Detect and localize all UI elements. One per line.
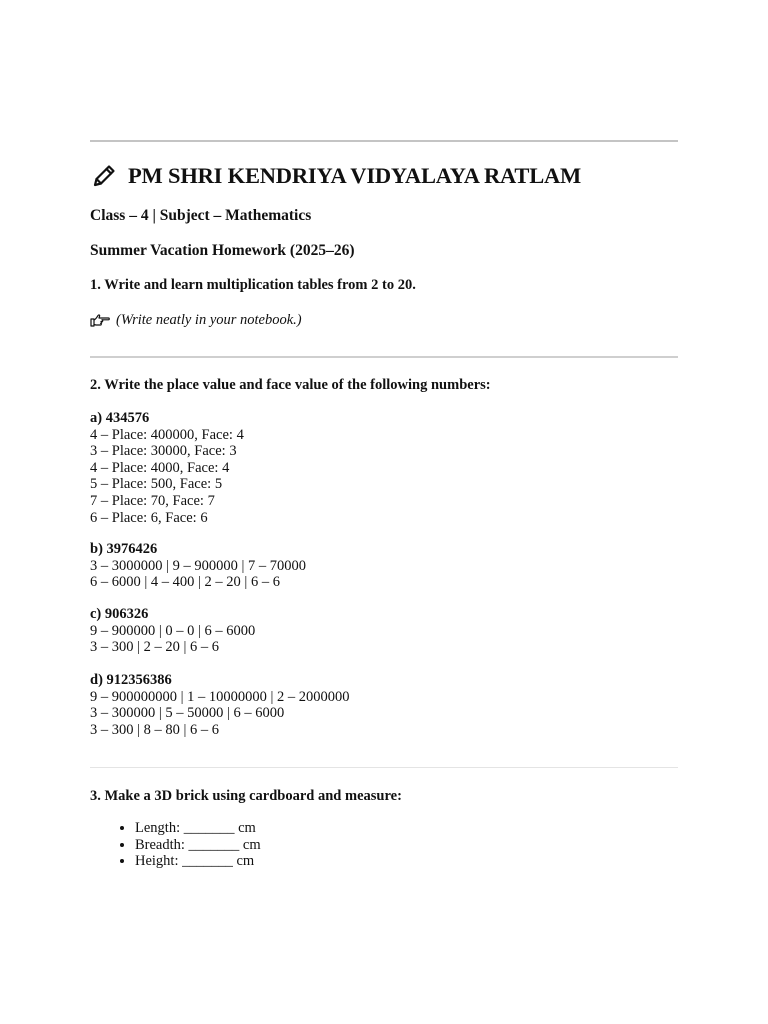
number-block-a xyxy=(90,410,244,526)
value-line: 3 – 300 | 2 – 20 | 6 – 6 xyxy=(90,639,220,656)
value-line: 9 – 900000000 | 1 – 10000000 | 2 – 2000000 xyxy=(90,688,350,705)
question-2: 2. Write the place value and face value of the following numbers: xyxy=(90,377,491,393)
school-heading xyxy=(90,162,581,190)
divider-bottom xyxy=(90,767,678,768)
value-line: 7 – Place: 70, Face: 7 xyxy=(90,492,215,509)
number-block-b xyxy=(90,541,306,591)
value-line: 6 – 6000 | 4 – 400 | 2 – 20 | 6 – 6 xyxy=(90,574,280,591)
page-title: PM SHRI KENDRIYA VIDYALAYA RATLAM xyxy=(128,163,582,188)
value-line: 3 – 300 | 8 – 80 | 6 – 6 xyxy=(90,721,220,738)
question-1-note xyxy=(90,311,302,329)
homework-title: Summer Vacation Homework (2025–26) xyxy=(90,242,355,259)
value-line: 9 – 900000 | 0 – 0 | 6 – 6000 xyxy=(90,622,256,639)
value-line: 4 – Place: 400000, Face: 4 xyxy=(90,426,244,443)
number-block-d xyxy=(90,672,350,738)
pointing-hand-icon xyxy=(90,313,110,327)
class-subject-line: Class – 4 | Subject – Mathematics xyxy=(90,207,312,224)
question-3: 3. Make a 3D brick using cardboard and measure: xyxy=(90,788,402,804)
number-label: d) 912356386 xyxy=(90,672,172,688)
note-text: (Write neatly in your notebook.) xyxy=(116,312,302,328)
divider-top xyxy=(90,140,678,142)
number-label: c) 906326 xyxy=(90,606,149,622)
question-1: 1. Write and learn multiplication tables from 2 to 20. xyxy=(90,277,416,293)
pencil-icon xyxy=(90,162,118,190)
value-line: 3 – 3000000 | 9 – 900000 | 7 – 70000 xyxy=(90,557,307,574)
value-line: 4 – Place: 4000, Face: 4 xyxy=(90,459,230,476)
measurement-list xyxy=(90,820,261,870)
list-item-breadth: • Breadth: _______ cm xyxy=(135,837,261,854)
number-label: b) 3976426 xyxy=(90,541,158,557)
number-block-c xyxy=(90,606,255,656)
value-line: 5 – Place: 500, Face: 5 xyxy=(90,476,223,493)
value-line: 3 – Place: 30000, Face: 3 xyxy=(90,443,237,460)
number-label: a) 434576 xyxy=(90,410,150,426)
value-line: 6 – Place: 6, Face: 6 xyxy=(90,509,208,526)
divider-middle xyxy=(90,356,678,358)
list-item-length: • Length: _______ cm xyxy=(135,820,261,837)
list-item-height: • Height: _______ cm xyxy=(135,853,261,870)
value-line: 3 – 300000 | 5 – 50000 | 6 – 6000 xyxy=(90,705,285,722)
